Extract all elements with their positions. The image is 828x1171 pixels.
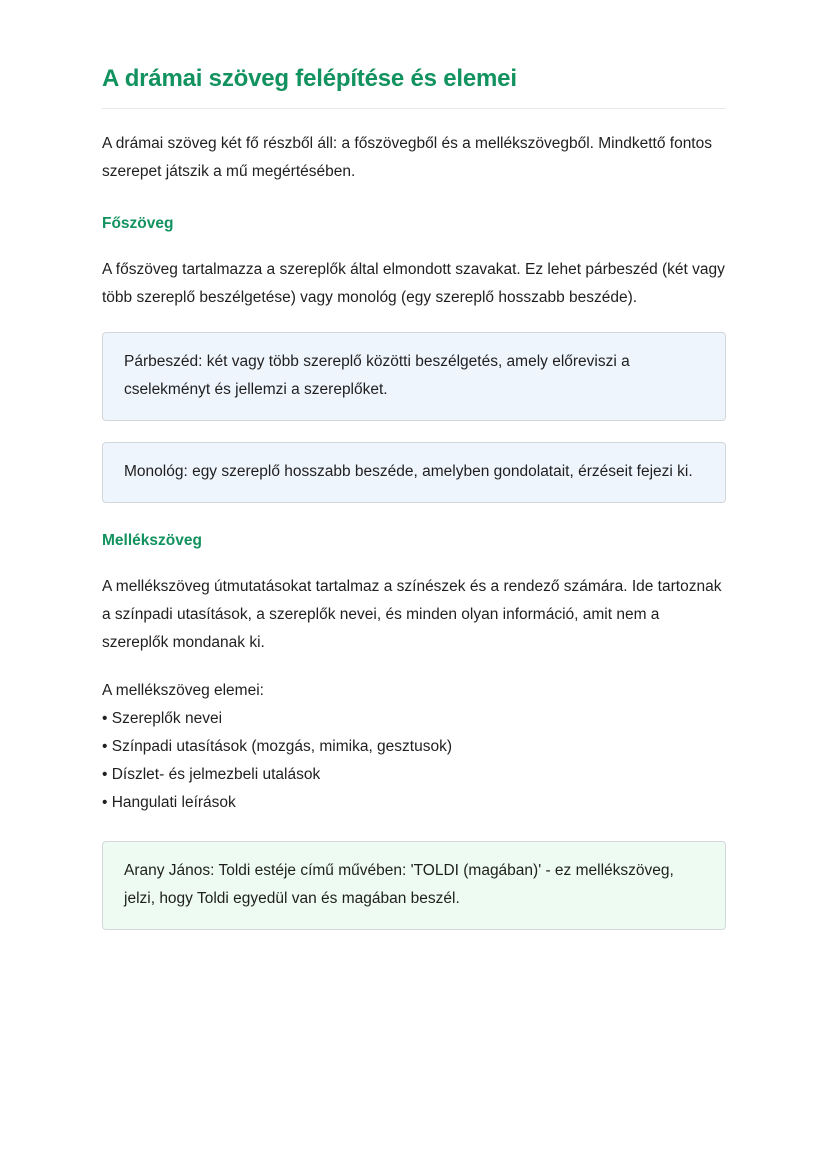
foszoveg-paragraph: A főszöveg tartalmazza a szereplők által elmondott szavakat. Ez lehet párbeszéd (két vagy több szereplő beszélgetése) vagy monológ (egy szereplő hosszabb beszéde). [102, 261, 725, 306]
definition-box-parbeszed [102, 332, 726, 421]
definition-text: Párbeszéd: két vagy több szereplő közötti beszélgetés, amely előreviszi a cselekményt és jellemzi a szereplőket. [124, 353, 630, 398]
list-item: • Hangulati leírások [102, 794, 236, 811]
document-page [102, 62, 726, 930]
mellekszoveg-paragraph: A mellékszöveg útmutatásokat tartalmaz a színészek és a rendező számára. Ide tartoznak a színpadi utasítások, a szereplők nevei, és minden olyan információ, amit nem a szereplők mondanak ki. [102, 578, 722, 651]
example-text: Arany János: Toldi estéje című művében: 'TOLDI (magában)' - ez mellékszöveg, jelzi, hogy Toldi egyedül van és magában beszél. [124, 862, 674, 907]
list-item: • Díszlet- és jelmezbeli utalások [102, 766, 321, 783]
list-item: • Szereplők nevei [102, 710, 223, 727]
example-box [102, 841, 726, 930]
definition-box-monolog [102, 442, 726, 503]
page-title: A drámai szöveg felépítése és elemei [102, 62, 726, 109]
list-title: A mellékszöveg elemei: [102, 682, 264, 699]
section-heading-foszoveg: Főszöveg [102, 215, 174, 232]
intro-paragraph: A drámai szöveg két fő részből áll: a főszövegből és a mellékszövegből. Mindkettő fontos szerepet játszik a mű megértésében. [102, 135, 712, 180]
definition-text: Monológ: egy szereplő hosszabb beszéde, amelyben gondolatait, érzéseit fejezi ki. [124, 463, 693, 480]
section-heading-mellekszoveg: Mellékszöveg [102, 532, 202, 549]
mellekszoveg-elements-list [102, 677, 726, 817]
list-item: • Színpadi utasítások (mozgás, mimika, gesztusok) [102, 738, 453, 755]
